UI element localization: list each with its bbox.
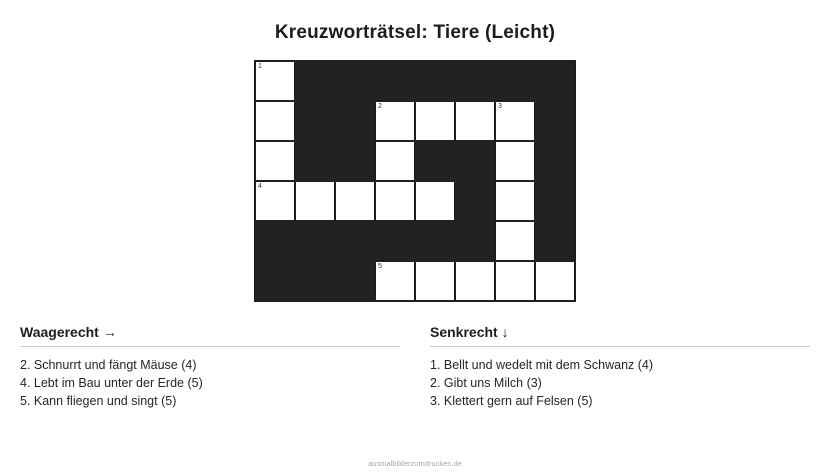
- grid-cell-block: [335, 101, 375, 141]
- grid-cell-block: [535, 61, 575, 101]
- down-heading-label: Senkrecht: [430, 324, 498, 340]
- grid-cell-block: [455, 141, 495, 181]
- grid-cell-block: [415, 221, 455, 261]
- across-clue-list: [20, 356, 400, 410]
- grid-cell-block: [255, 261, 295, 301]
- grid-cell-number: 2: [378, 103, 382, 110]
- grid-cell-block: [295, 101, 335, 141]
- grid-cell-open[interactable]: [495, 261, 535, 301]
- grid-cell-open[interactable]: [415, 181, 455, 221]
- grid-cell-block: [375, 221, 415, 261]
- crossword-grid-wrapper: [0, 60, 830, 302]
- grid-cell-open[interactable]: [255, 181, 295, 221]
- grid-cell-open[interactable]: [415, 261, 455, 301]
- grid-cell-number: 3: [498, 103, 502, 110]
- down-clue-item: 3. Klettert gern auf Felsen (5): [430, 394, 593, 408]
- across-arrow-icon: →: [102, 324, 117, 340]
- down-clue-item: 2. Gibt uns Milch (3): [430, 376, 542, 390]
- grid-cell-block: [495, 61, 535, 101]
- grid-cell-block: [455, 61, 495, 101]
- grid-cell-block: [535, 101, 575, 141]
- grid-cell-block: [455, 181, 495, 221]
- grid-cell-open[interactable]: [455, 101, 495, 141]
- across-clue-item: 4. Lebt im Bau unter der Erde (5): [20, 376, 203, 390]
- grid-cell-block: [295, 261, 335, 301]
- down-heading: [430, 324, 810, 347]
- grid-cell-open[interactable]: [375, 141, 415, 181]
- grid-cell-open[interactable]: [255, 61, 295, 101]
- grid-cell-open[interactable]: [495, 141, 535, 181]
- grid-cell-block: [255, 221, 295, 261]
- grid-cell-open[interactable]: [495, 221, 535, 261]
- down-arrow-icon: ↓: [501, 324, 509, 340]
- grid-cell-open[interactable]: [495, 181, 535, 221]
- grid-cell-block: [535, 141, 575, 181]
- grid-cell-block: [535, 221, 575, 261]
- grid-cell-block: [455, 221, 495, 261]
- grid-cell-open[interactable]: [255, 101, 295, 141]
- grid-cell-open[interactable]: [495, 101, 535, 141]
- down-clue-list: [430, 356, 810, 410]
- grid-cell-block: [295, 221, 335, 261]
- down-clue-item: 1. Bellt und wedelt mit dem Schwanz (4): [430, 358, 654, 372]
- grid-cell-open[interactable]: [335, 181, 375, 221]
- grid-cell-block: [415, 141, 455, 181]
- down-clues-column: [430, 324, 810, 410]
- across-clue-item: 2. Schnurrt und fängt Mäuse (4): [20, 358, 197, 372]
- page-title: Kreuzworträtsel: Tiere (Leicht): [274, 22, 556, 43]
- footer-watermark: ausmalbilderzumdrucken.de: [368, 459, 462, 468]
- grid-cell-open[interactable]: [255, 141, 295, 181]
- across-clue-item: 5. Kann fliegen und singt (5): [20, 394, 177, 408]
- grid-cell-open[interactable]: [375, 101, 415, 141]
- grid-cell-number: 1: [258, 63, 262, 70]
- crossword-grid[interactable]: [254, 60, 576, 302]
- grid-cell-block: [375, 61, 415, 101]
- grid-cell-block: [335, 221, 375, 261]
- grid-cell-open[interactable]: [455, 261, 495, 301]
- grid-cell-block: [335, 141, 375, 181]
- grid-cell-block: [295, 141, 335, 181]
- grid-cell-block: [535, 181, 575, 221]
- grid-cell-open[interactable]: [375, 261, 415, 301]
- grid-cell-open[interactable]: [375, 181, 415, 221]
- across-heading-label: Waagerecht: [20, 324, 99, 340]
- grid-cell-open[interactable]: [295, 181, 335, 221]
- grid-cell-number: 5: [378, 263, 382, 270]
- across-heading: [20, 324, 400, 347]
- across-clues-column: [20, 324, 400, 410]
- clues-section: [20, 324, 810, 410]
- grid-cell-open[interactable]: [415, 101, 455, 141]
- grid-cell-number: 4: [258, 183, 262, 190]
- grid-cell-open[interactable]: [535, 261, 575, 301]
- grid-cell-block: [335, 261, 375, 301]
- grid-cell-block: [415, 61, 455, 101]
- grid-cell-block: [295, 61, 335, 101]
- grid-cell-block: [335, 61, 375, 101]
